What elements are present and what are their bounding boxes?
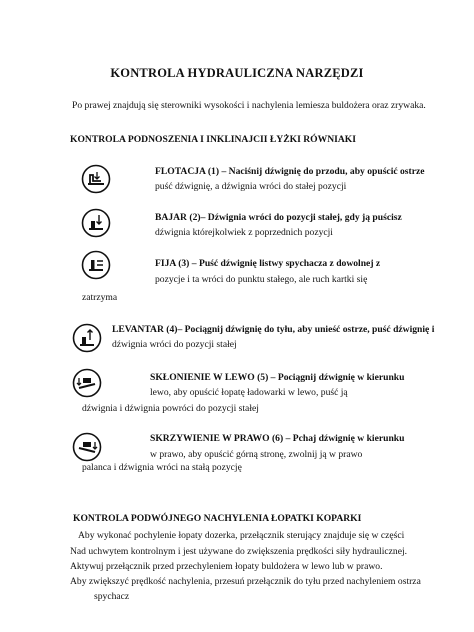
tilt-right-icon bbox=[72, 432, 102, 462]
item3-title: FIJA (3) – Puść dźwignię listwy spychacza z dowolnej z bbox=[155, 258, 381, 269]
item5-line3: dźwignia i dźwignia powróci do pozycji stałej bbox=[82, 403, 259, 414]
float-icon bbox=[81, 164, 111, 194]
item2-line2: dźwignia którejkolwiek z poprzednich pozycji bbox=[155, 227, 333, 238]
section2-line2: Nad uchwytem kontrolnym i jest używane do zwiększenia prędkości siły hydraulicznej. bbox=[70, 546, 408, 557]
section2-line1: Aby wykonać pochylenie łopaty dozerka, przełącznik sterujący znajduje się w części bbox=[78, 530, 405, 541]
item3-line3: zatrzyma bbox=[82, 292, 118, 303]
section2-line5: spychacz bbox=[94, 591, 130, 602]
lower-icon bbox=[81, 208, 111, 238]
item4-line2: dźwignia wróci do pozycji stałej bbox=[112, 339, 237, 350]
item6-line3: palanca i dźwignia wróci na stałą pozycję bbox=[82, 462, 242, 473]
section1-heading: KONTROLA PODNOSZENIA I INKLINAJCII ŁYŻKI RÓWNIAKI bbox=[70, 134, 356, 145]
item1-title: FLOTACJA (1) – Naciśnij dźwignię do przodu, aby opuścić ostrze bbox=[155, 166, 425, 177]
item1-line2: puść dźwignię, a dźwignia wróci do stałej pozycji bbox=[155, 181, 347, 192]
section2-line4: Aby zwiększyć prędkość nachylenia, przesuń przełącznik do tyłu przed nachyleniem ostrza bbox=[70, 576, 421, 587]
item5-line2: lewo, aby opuścić łopatę ładowarki w lewo, puść ją bbox=[150, 387, 348, 398]
raise-icon bbox=[72, 323, 102, 353]
item3-line2: pozycje i ta wróci do punktu stałego, ale ruch kartki się bbox=[155, 274, 368, 285]
item2-title: BAJAR (2)– Dźwignia wróci do pozycji stałej, gdy ją puścisz bbox=[155, 212, 402, 223]
page-title: KONTROLA HYDRAULICZNA NARZĘDZI bbox=[110, 66, 364, 80]
item4-title: LEVANTAR (4)– Pociągnij dźwignię do tyłu, aby unieść ostrze, puść dźwignię i bbox=[112, 324, 435, 335]
intro-text: Po prawej znajdują się sterowniki wysokości i nachylenia lemiesza buldożera oraz zrywaka. bbox=[72, 100, 426, 111]
item6-line2: w prawo, aby opuścić górną stronę, zwolnij ją w prawo bbox=[150, 449, 363, 460]
hold-icon bbox=[81, 250, 111, 280]
item6-title: SKRZYWIENIE W PRAWO (6) – Pchaj dźwignię w kierunku bbox=[150, 433, 405, 444]
section2-heading: KONTROLA PODWÓJNEGO NACHYLENIA ŁOPATKI KOPARKI bbox=[73, 513, 362, 524]
tilt-left-icon bbox=[72, 368, 102, 398]
item5-title: SKŁONIENIE W LEWO (5) – Pociągnij dźwignię w kierunku bbox=[150, 372, 405, 383]
section2-line3: Aktywuj przełącznik przed przechyleniem łopaty buldożera w lewo lub w prawo. bbox=[70, 561, 383, 572]
